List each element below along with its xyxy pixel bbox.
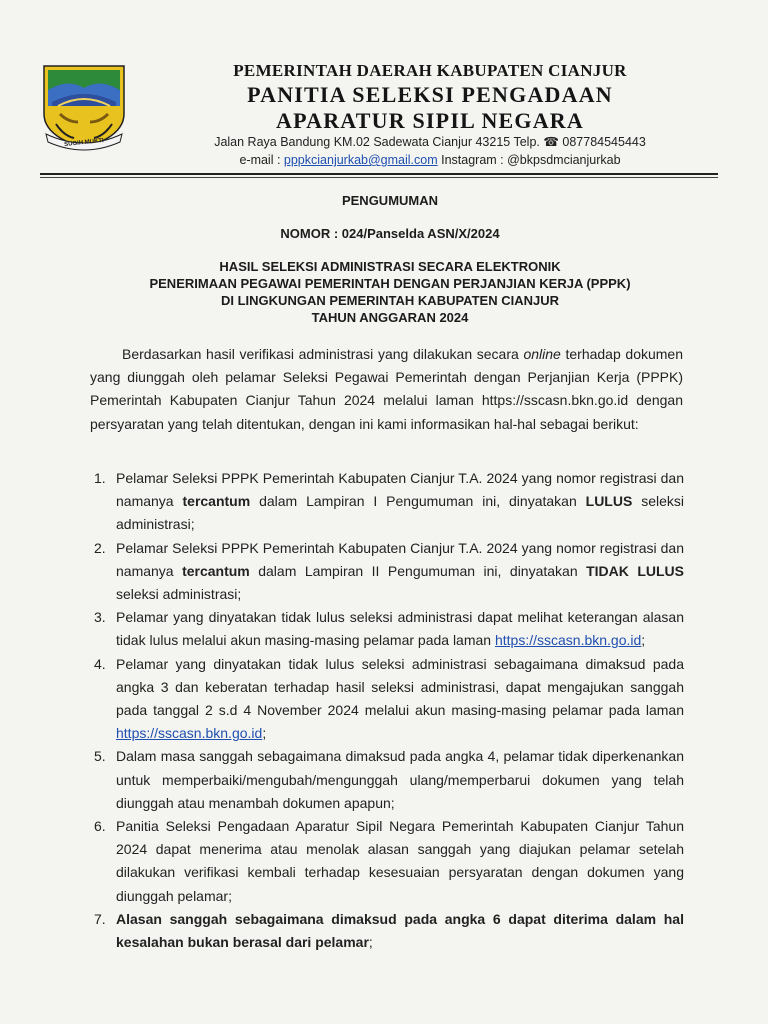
- item-bold-status: LULUS: [585, 493, 633, 510]
- item-number: 4.: [94, 655, 106, 672]
- letterhead-divider-thin: [40, 177, 718, 178]
- list-item: [90, 537, 684, 607]
- item-text: Pelamar Seleksi PPPK Pemerintah Kabupaten Cianjur T.A. 2024 yang nomor registrasi dan namanya: [116, 470, 684, 510]
- item-text: ;: [368, 934, 373, 951]
- email-label: e-mail :: [239, 153, 284, 167]
- item-bold-status: TIDAK LULUS: [586, 562, 684, 579]
- list-item: [90, 745, 684, 815]
- letterhead-government: PEMERINTAH DAERAH KABUPATEN CIANJUR: [233, 61, 627, 80]
- item-number: 7.: [94, 910, 106, 927]
- item-bold: tercantum: [182, 493, 251, 510]
- list-item: [90, 815, 684, 908]
- instagram-handle: Instagram : @bkpsdmcianjurkab: [437, 153, 621, 167]
- item-number: 5.: [94, 748, 106, 765]
- item-text: Pelamar yang dinyatakan tidak lulus seleksi administrasi dapat melihat keterangan alasan tidak lulus melalui akun masing-masing pelamar pada laman: [116, 609, 684, 649]
- item-bold: tercantum: [182, 562, 250, 579]
- sscasn-link[interactable]: https://sscasn.bkn.go.id: [116, 725, 263, 742]
- item-text: ;: [262, 725, 267, 742]
- letterhead-contact: [120, 153, 740, 167]
- item-text: dalam Lampiran I Pengumuman ini, dinyatakan: [250, 493, 586, 510]
- item-number: 1.: [94, 470, 106, 486]
- item-text: Panitia Seleksi Pengadaan Aparatur Sipil Negara Pemerintah Kabupaten Cianjur Tahun 2024 dapat menerima atau menolak alasan sanggah yang diajukan pelamar setelah dilakukan verifikasi kembali terhadap kesesuaian persyaratan dengan dokumen yang diunggah pelamar;: [116, 818, 684, 904]
- letterhead-committee: PANITIA SELEKSI PENGADAAN: [247, 82, 613, 107]
- letterhead-committee-2: APARATUR SIPIL NEGARA: [276, 108, 584, 133]
- item-text: seleksi administrasi;: [116, 586, 242, 603]
- item-number: 6.: [94, 818, 106, 835]
- list-item: [90, 653, 684, 746]
- intro-text-2: terhadap dokumen yang diunggah oleh pelamar Seleksi Pegawai Pemerintah dengan Perjanjian Kerja (PPPK) Pemerintah Kabupaten Cianjur Tahun 2024 melalui laman https://sscasn.bkn.go.id dengan persyaratan yang telah ditentukan, dengan ini kami informasikan hal-hal sebagai berikut:: [90, 346, 684, 432]
- item-number: 3.: [94, 609, 106, 626]
- item-text: Pelamar yang dinyatakan tidak lulus seleksi administrasi sebagaimana dimaksud pada angka 3 dan keberatan terhadap hasil seleksi administrasi, dapat mengajukan sanggah pada tanggal 2 s.d 4 November 2024 melalui akun masing-masing pelamar pada laman: [116, 655, 684, 719]
- intro-paragraph: [90, 343, 683, 436]
- announcement-list: [90, 467, 684, 954]
- email-link[interactable]: pppkcianjurkab@gmail.com: [283, 153, 438, 167]
- list-item: [90, 467, 684, 537]
- title-line-1: HASIL SELEKSI ADMINISTRASI SECARA ELEKTRONIK: [219, 259, 561, 274]
- announcement-number: NOMOR : 024/Panselda ASN/X/2024: [280, 226, 500, 241]
- title-line-3: DI LINGKUNGAN PEMERINTAH KABUPATEN CIANJUR: [221, 293, 559, 308]
- title-line-2: PENERIMAAN PEGAWAI PEMERINTAH DENGAN PERJANJIAN KERJA (PPPK): [149, 276, 631, 291]
- item-text: ;: [641, 632, 646, 649]
- item-number: 2.: [94, 539, 106, 556]
- item-text: seleksi administrasi;: [116, 493, 685, 533]
- item-text: Pelamar Seleksi PPPK Pemerintah Kabupaten Cianjur T.A. 2024 yang nomor registrasi dan namanya: [116, 539, 684, 579]
- logo-motto: SUGIH MUKTI: [63, 137, 105, 149]
- announcement-heading: PENGUMUMAN: [341, 193, 439, 208]
- intro-italic: online: [523, 346, 561, 362]
- letterhead-address: Jalan Raya Bandung KM.02 Sadewata Cianjur 43215 Telp. ☎ 087784545443: [214, 135, 646, 149]
- sscasn-link[interactable]: https://sscasn.bkn.go.id: [494, 632, 642, 649]
- intro-text-1: Berdasarkan hasil verifikasi administrasi yang dilakukan secara: [122, 346, 524, 362]
- title-line-4: TAHUN ANGGARAN 2024: [311, 310, 469, 325]
- item-text: Dalam masa sanggah sebagaimana dimaksud pada angka 4, pelamar tidak diperkenankan untuk memperbaiki/mengubah/mengunggah ulang/memperbarui dokumen yang telah diunggah atau menambah dokumen apapun;: [116, 748, 684, 811]
- letterhead-divider-thick: [40, 173, 718, 175]
- item-bold: Alasan sanggah sebagaimana dimaksud pada angka 6 dapat diterima dalam hal kesalahan bukan berasal dari pelamar: [116, 910, 684, 951]
- list-item: [90, 908, 684, 954]
- list-item: [90, 606, 684, 652]
- item-text: dalam Lampiran II Pengumuman ini, dinyatakan: [249, 562, 587, 579]
